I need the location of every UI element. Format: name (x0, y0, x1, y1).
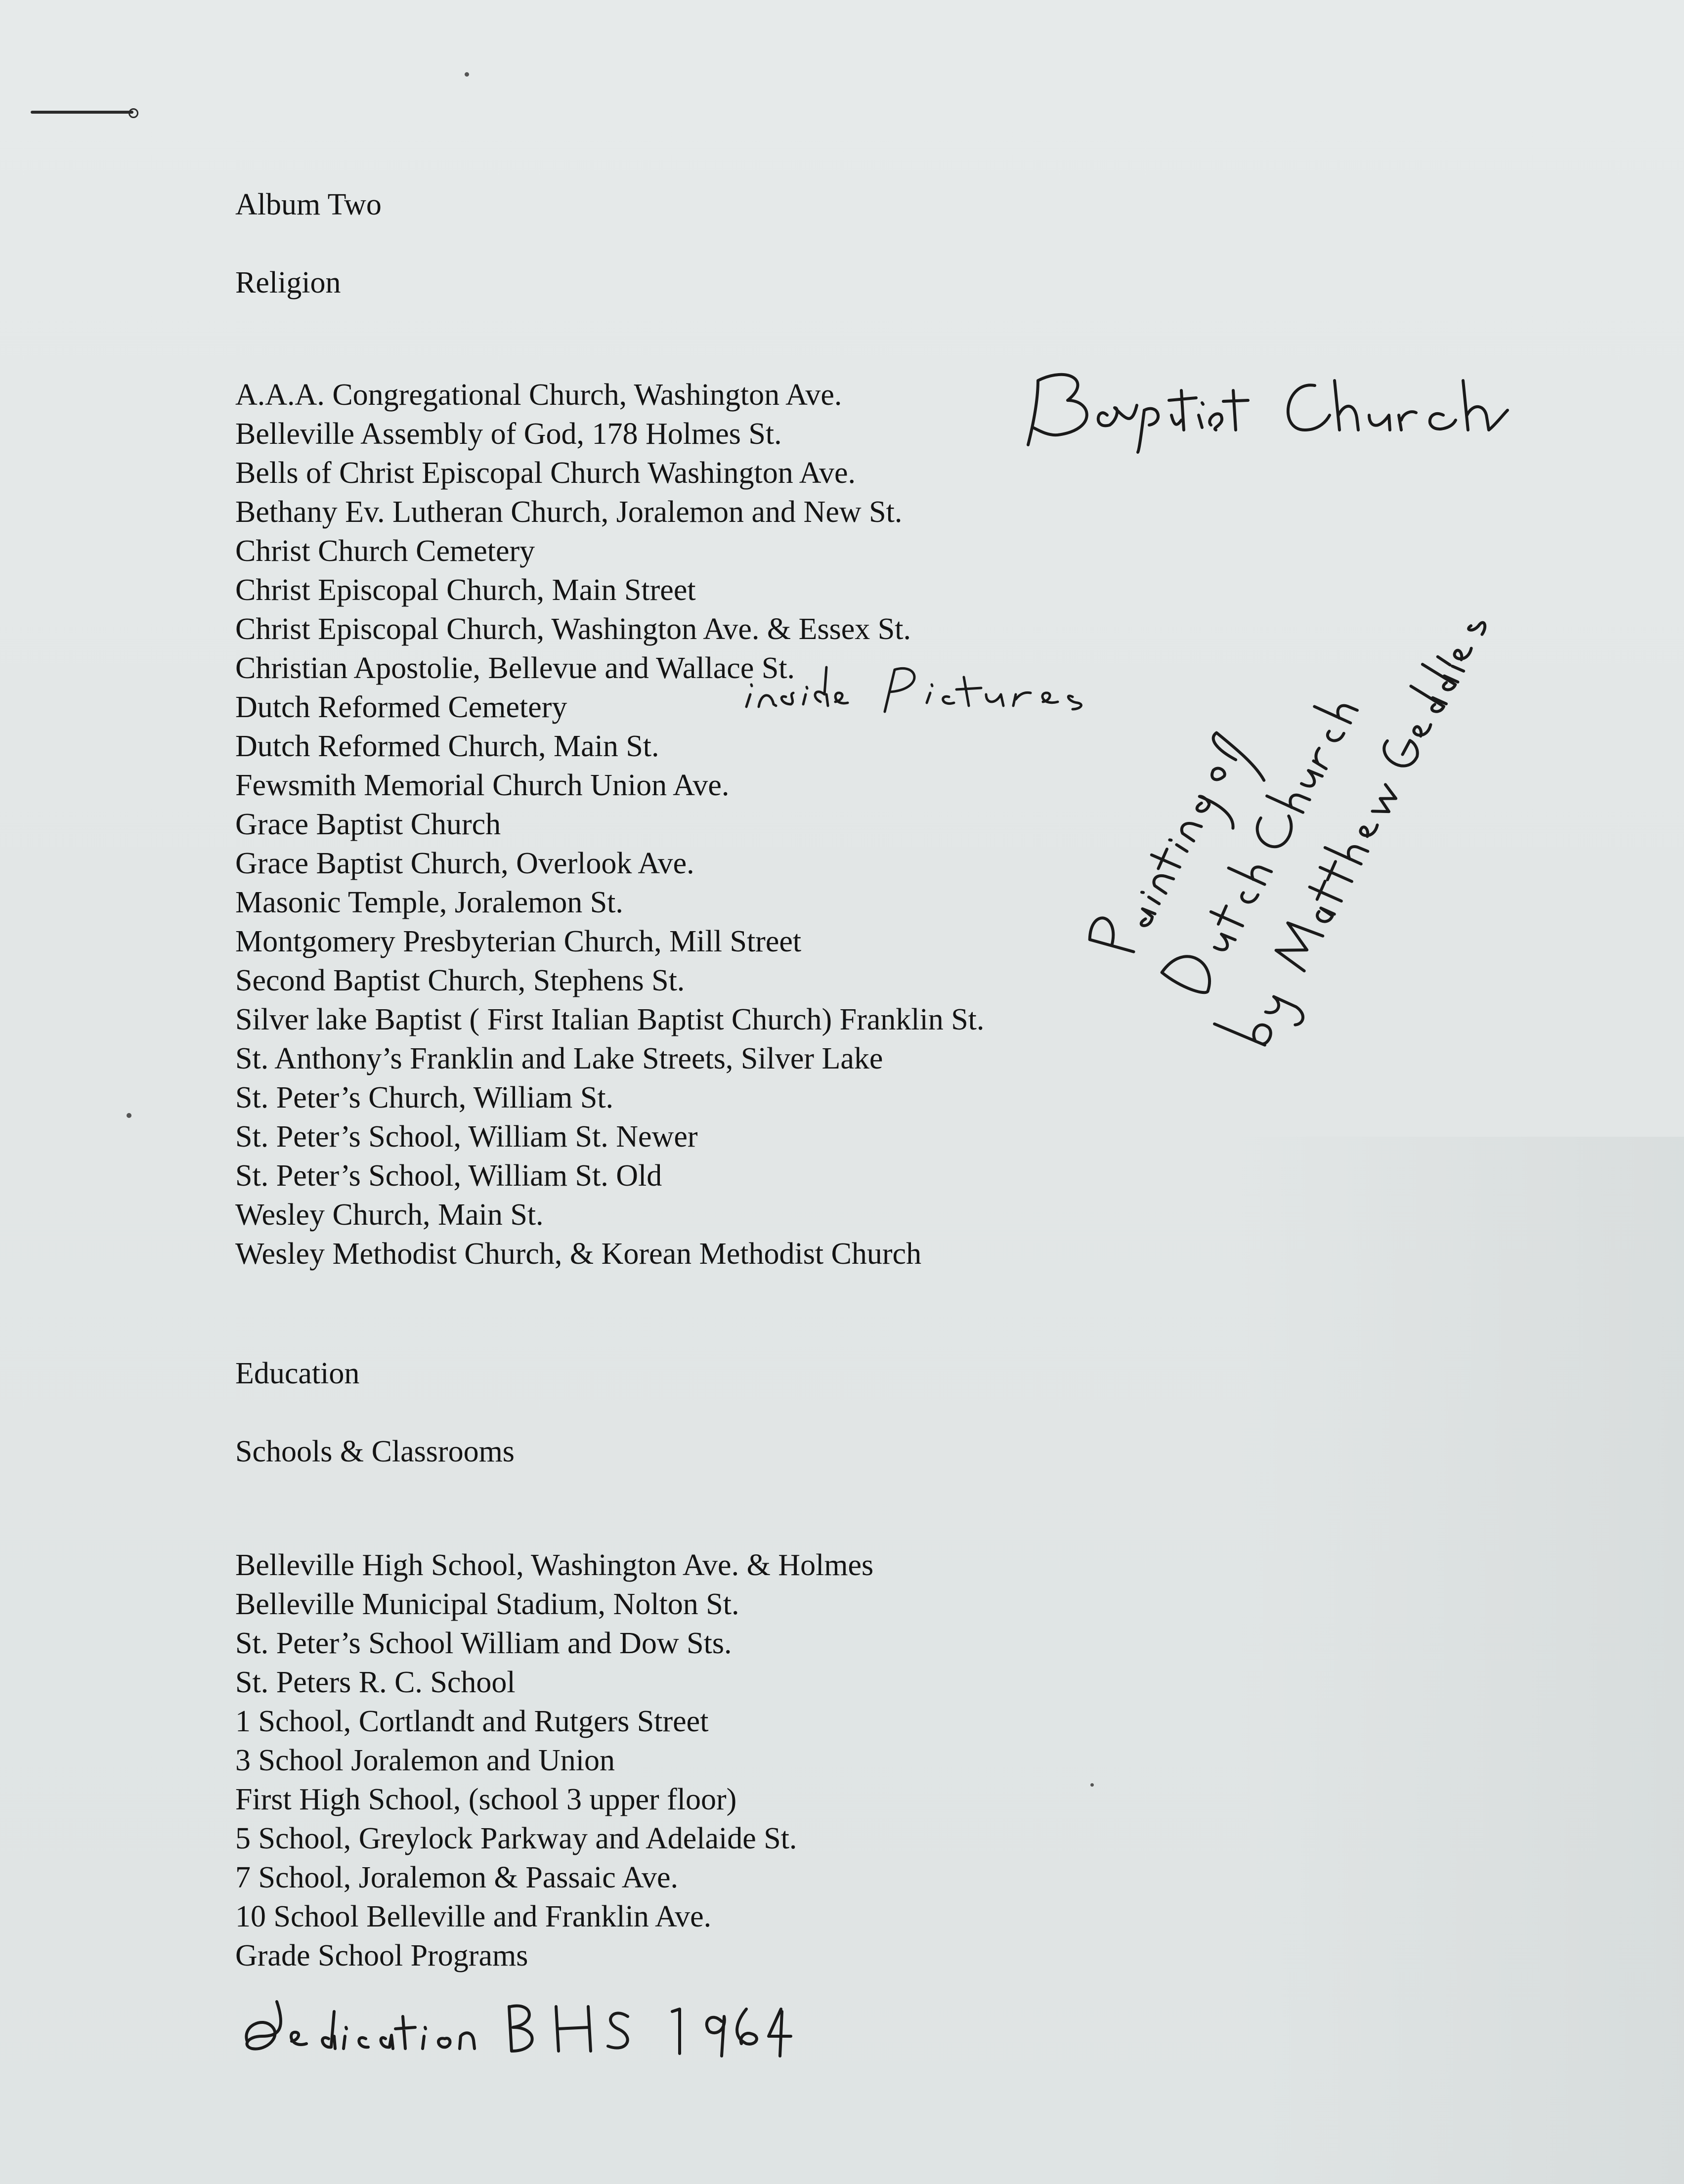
staple-mark (31, 111, 133, 114)
subsection-heading-schools: Schools & Classrooms (235, 1435, 515, 1468)
education-list-item: Belleville High School, Washington Ave. & Holmes (235, 1548, 874, 1582)
paper-speck (1090, 1783, 1094, 1787)
religion-list-item: Montgomery Presbyterian Church, Mill Street (235, 925, 802, 958)
handwritten-note-baptist-church (1008, 346, 1512, 455)
religion-list-item: Wesley Church, Main St. (235, 1198, 544, 1232)
religion-list-item: Second Baptist Church, Stephens St. (235, 964, 685, 997)
religion-list-item: Christ Episcopal Church, Washington Ave. & Essex St. (235, 612, 911, 646)
education-list-item: Grade School Programs (235, 1939, 528, 1972)
section-heading-education: Education (235, 1357, 360, 1390)
religion-list-item: Bells of Christ Episcopal Church Washington Ave. (235, 456, 856, 490)
religion-list-item: Dutch Reformed Cemetery (235, 690, 567, 724)
handwritten-note-painting-of-dutch-church-by-matthew-geddes (1038, 534, 1681, 1048)
education-list-item: 10 School Belleville and Franklin Ave. (235, 1900, 712, 1933)
handwritten-note-dedication-bhs-1964 (232, 1982, 796, 2071)
religion-list-item: Wesley Methodist Church, & Korean Methodist Church (235, 1237, 922, 1271)
education-list-item: First High School, (school 3 upper floor) (235, 1783, 737, 1816)
education-list-item: Belleville Municipal Stadium, Nolton St. (235, 1587, 739, 1621)
education-list-item: 5 School, Greylock Parkway and Adelaide St. (235, 1822, 797, 1855)
religion-list-item: Bethany Ev. Lutheran Church, Joralemon and New St. (235, 495, 903, 529)
religion-list-item: Masonic Temple, Joralemon St. (235, 886, 623, 919)
paper-shading (1239, 1137, 1684, 2184)
religion-list-item: A.A.A. Congregational Church, Washington Ave. (235, 378, 842, 412)
paper-speck (127, 1113, 131, 1118)
religion-list-item: St. Peter’s Church, William St. (235, 1081, 614, 1114)
education-list-item: 3 School Joralemon and Union (235, 1744, 615, 1777)
religion-list-item: Grace Baptist Church, Overlook Ave. (235, 847, 694, 880)
religion-list (235, 376, 984, 1274)
religion-list-item: Fewsmith Memorial Church Union Ave. (235, 769, 730, 802)
education-list-item: St. Peter’s School William and Dow Sts. (235, 1627, 732, 1660)
section-heading-religion: Religion (235, 266, 341, 300)
education-list-item: 7 School, Joralemon & Passaic Ave. (235, 1861, 679, 1894)
album-title: Album Two (235, 188, 382, 221)
education-list-item: 1 School, Cortlandt and Rutgers Street (235, 1705, 709, 1738)
religion-list-item: Christ Episcopal Church, Main Street (235, 573, 696, 607)
religion-list-item: St. Anthony’s Franklin and Lake Streets, Silver Lake (235, 1042, 883, 1075)
paper-speck (465, 72, 469, 77)
religion-list-item: Christian Apostolie, Bellevue and Wallace St. (235, 651, 795, 685)
religion-list-item: Silver lake Baptist ( First Italian Baptist Church) Franklin St. (235, 1003, 985, 1036)
religion-list-item: St. Peter’s School, William St. Old (235, 1159, 662, 1193)
education-list-item: St. Peters R. C. School (235, 1666, 516, 1699)
religion-list-item: Dutch Reformed Church, Main St. (235, 729, 659, 763)
religion-list-item: St. Peter’s School, William St. Newer (235, 1120, 698, 1154)
religion-list-item: Grace Baptist Church (235, 808, 501, 841)
religion-list-item: Christ Church Cemetery (235, 534, 535, 568)
education-list (235, 1546, 873, 1975)
religion-list-item: Belleville Assembly of God, 178 Holmes St. (235, 417, 782, 451)
